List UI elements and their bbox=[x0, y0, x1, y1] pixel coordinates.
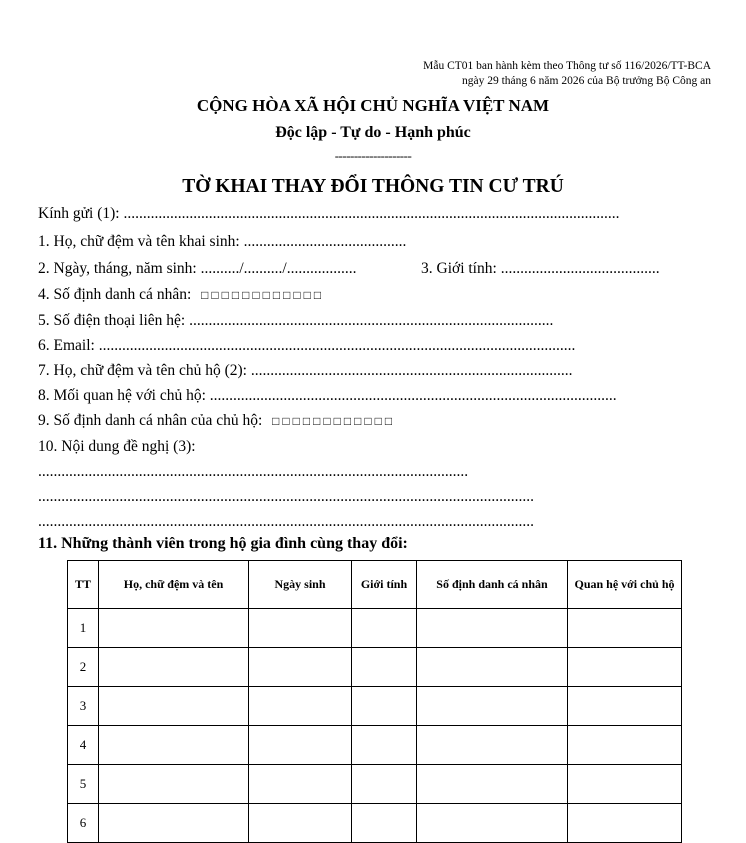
fill-line: .......................................... bbox=[243, 233, 407, 250]
table-row bbox=[68, 726, 682, 765]
relationship-cell[interactable] bbox=[568, 726, 682, 765]
field-request-content bbox=[38, 437, 196, 457]
field-full-name[interactable] bbox=[38, 232, 406, 252]
field-label: 10. Nội dung đề nghị (3): bbox=[38, 438, 196, 455]
field-label: 7. Họ, chữ đệm và tên chủ hộ (2): bbox=[38, 362, 247, 379]
name-cell[interactable] bbox=[99, 726, 249, 765]
row-number: 1 bbox=[68, 609, 99, 648]
name-cell[interactable] bbox=[99, 648, 249, 687]
dob-cell[interactable] bbox=[249, 765, 352, 804]
field-label: 5. Số điện thoại liên hệ: bbox=[38, 312, 186, 329]
name-cell[interactable] bbox=[99, 687, 249, 726]
field-label: 3. Giới tính: bbox=[421, 260, 497, 277]
table-row bbox=[68, 648, 682, 687]
row-number: 3 bbox=[68, 687, 99, 726]
table-header-row bbox=[68, 561, 682, 609]
form-title: TỜ KHAI THAY ĐỔI THÔNG TIN CƯ TRÚ bbox=[182, 176, 564, 197]
field-gender[interactable] bbox=[421, 259, 660, 279]
dob-cell[interactable] bbox=[249, 726, 352, 765]
field-personal-id[interactable] bbox=[38, 285, 324, 305]
table-row bbox=[68, 687, 682, 726]
row-number: 2 bbox=[68, 648, 99, 687]
row-number: 6 bbox=[68, 804, 99, 843]
row-number: 5 bbox=[68, 765, 99, 804]
id-digit-boxes[interactable]: □□□□□□□□□□□□ bbox=[201, 288, 325, 302]
relationship-cell[interactable] bbox=[568, 765, 682, 804]
field-household-head-name[interactable] bbox=[38, 361, 573, 381]
gender-cell[interactable] bbox=[352, 609, 417, 648]
relationship-cell[interactable] bbox=[568, 687, 682, 726]
field-phone[interactable] bbox=[38, 311, 553, 331]
dob-cell[interactable] bbox=[249, 609, 352, 648]
column-header-relationship: Quan hệ với chủ hộ bbox=[568, 561, 682, 609]
dob-cell[interactable] bbox=[249, 687, 352, 726]
id-cell[interactable] bbox=[417, 648, 568, 687]
field-relationship[interactable] bbox=[38, 386, 617, 406]
id-cell[interactable] bbox=[417, 765, 568, 804]
national-title: CỘNG HÒA XÃ HỘI CHỦ NGHĨA VIỆT NAM bbox=[196, 96, 550, 115]
request-line-1[interactable] bbox=[38, 462, 468, 482]
fill-line: ................................................................................................................................ bbox=[38, 513, 534, 530]
column-header-gender: Giới tính bbox=[352, 561, 417, 609]
relationship-cell[interactable] bbox=[568, 648, 682, 687]
name-cell[interactable] bbox=[99, 804, 249, 843]
id-cell[interactable] bbox=[417, 687, 568, 726]
gender-cell[interactable] bbox=[352, 804, 417, 843]
fill-line: ................................................................................................................................ bbox=[38, 488, 534, 505]
id-digit-boxes[interactable]: □□□□□□□□□□□□ bbox=[272, 414, 396, 428]
fill-line: ............................................................................................................... bbox=[38, 463, 469, 480]
field-label: 9. Số định danh cá nhân của chủ hộ: bbox=[38, 412, 263, 429]
field-label: 8. Mối quan hệ với chủ hộ: bbox=[38, 387, 206, 404]
dob-cell[interactable] bbox=[249, 648, 352, 687]
dob-cell[interactable] bbox=[249, 804, 352, 843]
fill-line: ................................................................................... bbox=[250, 362, 573, 379]
form-code bbox=[351, 59, 711, 89]
gender-cell[interactable] bbox=[352, 765, 417, 804]
fill-line: ........................................................................................................................... bbox=[98, 337, 576, 354]
table-row bbox=[68, 804, 682, 843]
column-header-name: Họ, chữ đệm và tên bbox=[99, 561, 249, 609]
national-motto: Độc lập - Tự do - Hạnh phúc bbox=[275, 124, 471, 141]
id-cell[interactable] bbox=[417, 609, 568, 648]
field-label: 1. Họ, chữ đệm và tên khai sinh: bbox=[38, 233, 240, 250]
fill-line: ......................................... bbox=[500, 260, 660, 277]
fill-line: .............................................................................................. bbox=[189, 312, 554, 329]
field-label: 2. Ngày, tháng, năm sinh: bbox=[38, 260, 197, 277]
name-cell[interactable] bbox=[99, 765, 249, 804]
request-line-3[interactable] bbox=[38, 512, 534, 532]
fill-line: ........../........../.................. bbox=[200, 260, 357, 277]
gender-cell[interactable] bbox=[352, 648, 417, 687]
field-email[interactable] bbox=[38, 336, 575, 356]
id-cell[interactable] bbox=[417, 726, 568, 765]
form-code-line-1: Mẫu CT01 ban hành kèm theo Thông tư số 116/2026/TT-BCA bbox=[423, 60, 711, 72]
gender-cell[interactable] bbox=[352, 726, 417, 765]
table-row bbox=[68, 765, 682, 804]
relationship-cell[interactable] bbox=[568, 804, 682, 843]
field-kinh-gui[interactable] bbox=[38, 204, 619, 224]
members-table bbox=[67, 560, 682, 843]
name-cell[interactable] bbox=[99, 609, 249, 648]
field-label: 6. Email: bbox=[38, 337, 95, 354]
gender-cell[interactable] bbox=[352, 687, 417, 726]
column-header-tt: TT bbox=[68, 561, 99, 609]
members-section-title: 11. Những thành viên trong hộ gia đình cùng thay đổi: bbox=[38, 535, 408, 552]
row-number: 4 bbox=[68, 726, 99, 765]
field-label: Kính gửi (1): bbox=[38, 205, 120, 222]
column-header-id: Số định danh cá nhân bbox=[417, 561, 568, 609]
table-row bbox=[68, 609, 682, 648]
field-label: 4. Số định danh cá nhân: bbox=[38, 286, 192, 303]
field-household-head-id[interactable] bbox=[38, 411, 395, 431]
form-code-line-2: ngày 29 tháng 6 năm 2026 của Bộ trưởng Bộ Công an bbox=[462, 75, 711, 87]
id-cell[interactable] bbox=[417, 804, 568, 843]
field-date-of-birth[interactable] bbox=[38, 259, 356, 279]
separator-line: -------------------- bbox=[334, 148, 412, 163]
relationship-cell[interactable] bbox=[568, 609, 682, 648]
column-header-dob: Ngày sinh bbox=[249, 561, 352, 609]
fill-line: ................................................................................................................................ bbox=[123, 205, 620, 222]
fill-line: ......................................................................................................... bbox=[209, 387, 617, 404]
request-line-2[interactable] bbox=[38, 487, 534, 507]
